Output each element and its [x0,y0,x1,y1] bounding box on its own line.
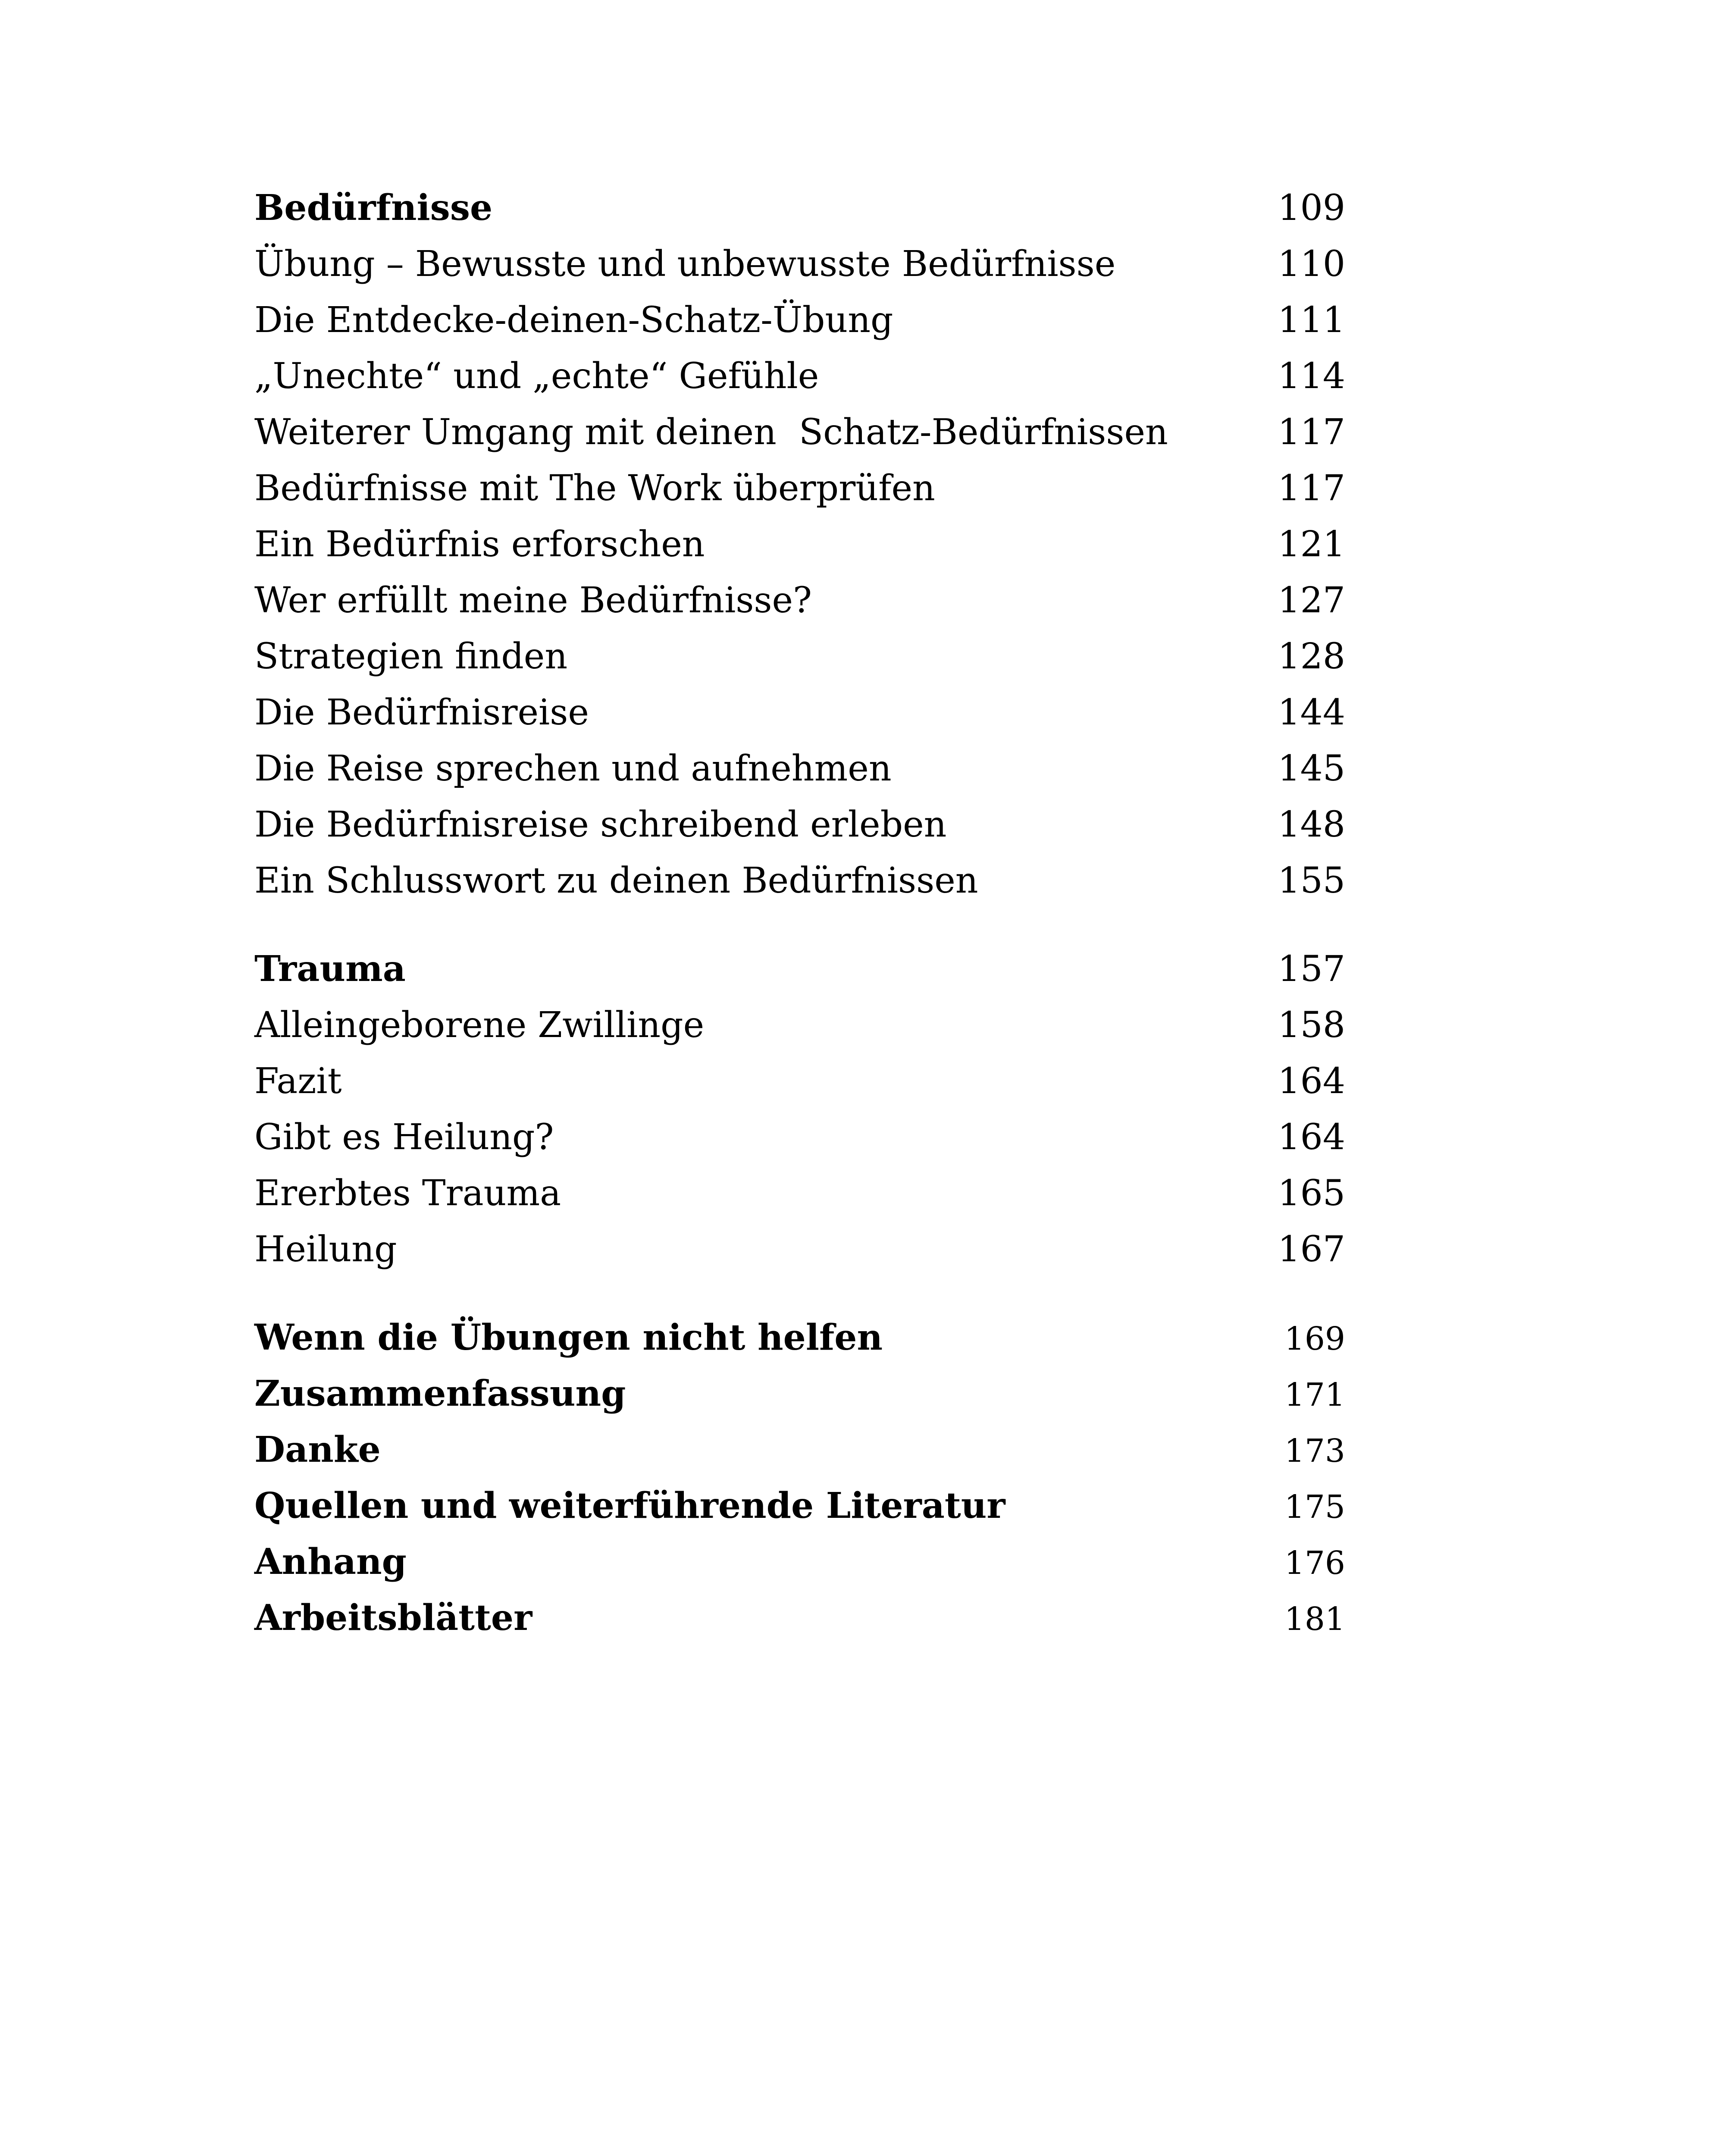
toc-entry-title: Danke [254,1429,381,1470]
toc-entry-title: Die Entdecke-deinen-Schatz-Übung [254,300,893,341]
toc-entry-page: 173 [1284,1432,1345,1470]
toc-entry-page: 117 [1278,412,1345,453]
toc-entry[interactable] [254,798,1345,854]
toc-entry[interactable] [254,686,1345,742]
toc-entry-title: Fazit [254,1061,342,1102]
toc-entry-page: 111 [1278,300,1345,341]
toc-entry-page: 109 [1278,188,1345,229]
toc-entry-title: Wenn die Übungen nicht helfen [254,1317,883,1358]
toc-entry[interactable] [254,742,1345,798]
toc-entry[interactable] [254,573,1345,630]
toc-entry-page: 176 [1284,1545,1345,1582]
toc-entry-page: 165 [1278,1173,1345,1214]
toc-entry-title: Alleingeborene Zwillinge [254,1005,705,1046]
toc-entry-title: „Unechte“ und „echte“ Gefühle [254,356,819,397]
toc-entry-title: Weiterer Umgang mit deinen Schatz-Bedürfnissen [254,412,1168,453]
toc-entry[interactable] [254,854,1345,910]
toc-entry-page: 164 [1278,1117,1345,1158]
toc-entry-anhang[interactable] [254,1535,1345,1591]
toc-entry-page: 117 [1278,468,1345,509]
toc-entry-title: Die Bedürfnisreise schreibend erleben [254,804,947,845]
toc-entry-title: Die Bedürfnisreise [254,692,589,733]
toc-entry-page: 175 [1284,1489,1345,1526]
toc-entry-title: Trauma [254,948,406,990]
toc-entry[interactable] [254,237,1345,293]
toc-entry-page: 128 [1278,636,1345,677]
toc-entry-uebungen[interactable] [254,1311,1345,1367]
toc-entry-page: 169 [1284,1320,1345,1357]
toc-entry-page: 167 [1278,1229,1345,1270]
toc-entry[interactable] [254,293,1345,349]
toc-entry-page: 114 [1278,356,1345,397]
toc-entry-danke[interactable] [254,1423,1345,1479]
toc-entry[interactable] [254,1166,1345,1222]
toc-entry[interactable] [254,461,1345,517]
toc-entry-title: Zusammenfassung [254,1373,626,1414]
toc-entry-page: 181 [1284,1601,1345,1638]
table-of-contents [254,181,1345,1647]
toc-entry-page: 148 [1278,804,1345,845]
toc-entry[interactable] [254,1054,1345,1110]
toc-entry-title: Heilung [254,1229,397,1270]
toc-entry-title: Wer erfüllt meine Bedürfnisse? [254,580,812,621]
toc-entry[interactable] [254,517,1345,573]
toc-entry-title: Quellen und weiterführende Literatur [254,1485,1005,1526]
section-spacer [254,910,1345,942]
toc-entry-page: 158 [1278,1005,1345,1046]
toc-entry-page: 157 [1278,949,1345,990]
toc-entry-page: 144 [1278,692,1345,733]
toc-entry-title: Ein Schlusswort zu deinen Bedürfnissen [254,860,978,901]
toc-entry-trauma[interactable] [254,942,1345,998]
toc-entry-title: Gibt es Heilung? [254,1117,554,1158]
section-spacer [254,1279,1345,1311]
toc-entry-page: 171 [1284,1376,1345,1413]
toc-entry-quellen[interactable] [254,1479,1345,1535]
toc-entry-arbeitsblaetter[interactable] [254,1591,1345,1647]
toc-entry-page: 155 [1278,860,1345,901]
toc-entry[interactable] [254,1110,1345,1166]
toc-entry[interactable] [254,998,1345,1054]
toc-entry-zusammenfassung[interactable] [254,1367,1345,1423]
toc-entry-page: 164 [1278,1061,1345,1102]
toc-entry-page: 121 [1278,524,1345,565]
toc-entry-title: Die Reise sprechen und aufnehmen [254,748,892,789]
toc-entry-title: Bedürfnisse mit The Work überprüfen [254,468,935,509]
toc-entry[interactable] [254,1222,1345,1279]
toc-entry-page: 127 [1278,580,1345,621]
toc-entry-page: 145 [1278,748,1345,789]
toc-entry-title: Ein Bedürfnis erforschen [254,524,705,565]
toc-entry-beduerfnisse[interactable] [254,181,1345,237]
toc-entry-title: Übung – Bewusste und unbewusste Bedürfnisse [254,244,1116,285]
toc-entry[interactable] [254,349,1345,405]
toc-entry-page: 110 [1278,244,1345,285]
toc-entry-title: Arbeitsblätter [254,1597,532,1639]
toc-entry-title: Ererbtes Trauma [254,1173,561,1214]
toc-entry-title: Strategien finden [254,636,568,677]
toc-entry[interactable] [254,630,1345,686]
toc-entry-title: Bedürfnisse [254,187,493,229]
toc-entry[interactable] [254,405,1345,461]
toc-entry-title: Anhang [254,1541,407,1583]
